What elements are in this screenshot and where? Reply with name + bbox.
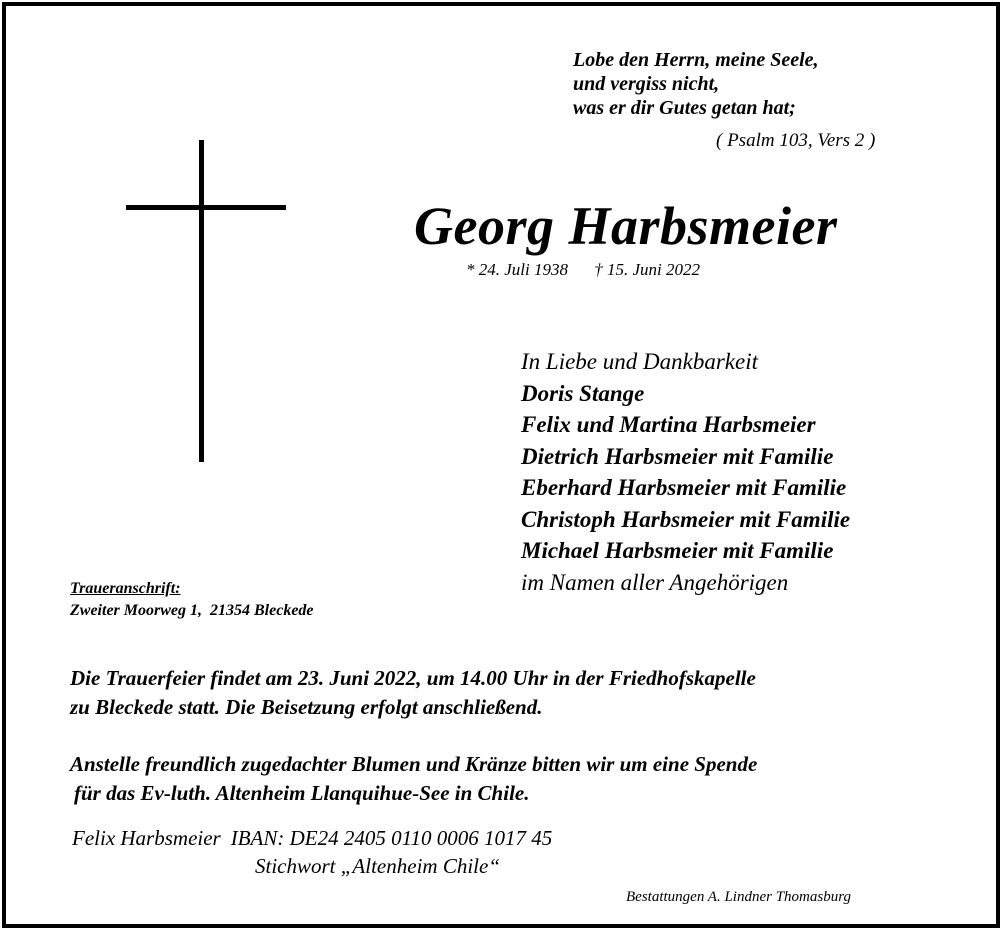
cross-icon bbox=[199, 140, 204, 462]
bank-details bbox=[72, 826, 552, 851]
iban: IBAN: DE24 2405 0110 0006 1017 45 bbox=[230, 826, 553, 850]
mourner-name: Eberhard Harbsmeier mit Familie bbox=[521, 475, 847, 500]
donation-line: für das Ev-luth. Altenheim Llanquihue-See in Chile. bbox=[74, 781, 530, 805]
account-holder: Felix Harbsmeier bbox=[72, 826, 221, 850]
mourner-name: Felix und Martina Harbsmeier bbox=[521, 412, 816, 437]
mourner-name: Christoph Harbsmeier mit Familie bbox=[521, 506, 851, 532]
mourners-intro: In Liebe und Dankbarkeit bbox=[521, 349, 758, 374]
ceremony-line: Die Trauerfeier findet am 23. Juni 2022, um 14.00 Uhr in der Friedhofskapelle bbox=[70, 666, 756, 690]
birth-date: * 24. Juli 1938 bbox=[466, 260, 568, 279]
mourner-name: Doris Stange bbox=[521, 380, 645, 406]
psalm-line: Lobe den Herrn, meine Seele, bbox=[573, 49, 819, 71]
cross-icon-bar bbox=[126, 205, 286, 210]
psalm-quote bbox=[573, 48, 819, 120]
deceased-name: Georg Harbsmeier bbox=[414, 196, 838, 256]
psalm-line: was er dir Gutes getan hat; bbox=[573, 97, 796, 119]
donation-line: Anstelle freundlich zugedachter Blumen und Kränze bitten wir um eine Spende bbox=[70, 752, 758, 776]
psalm-reference: ( Psalm 103, Vers 2 ) bbox=[716, 130, 876, 151]
mourners-block bbox=[521, 346, 850, 598]
mourner-name: Michael Harbsmeier mit Familie bbox=[521, 538, 834, 563]
donation-text bbox=[70, 750, 757, 808]
donation-keyword: Stichwort „Altenheim Chile“ bbox=[255, 854, 500, 878]
ceremony-line: zu Bleckede statt. Die Beisetzung erfolgt anschließend. bbox=[70, 695, 543, 719]
undertaker: Bestattungen A. Lindner Thomasburg bbox=[626, 889, 852, 905]
psalm-line: und vergiss nicht, bbox=[573, 73, 720, 95]
death-date: † 15. Juni 2022 bbox=[594, 260, 701, 279]
life-dates bbox=[466, 260, 700, 280]
address-label: Traueranschrift: bbox=[70, 580, 181, 597]
mourners-outro: im Namen aller Angehörigen bbox=[521, 569, 789, 595]
address-value: Zweiter Moorweg 1, 21354 Bleckede bbox=[70, 602, 314, 619]
mourner-name: Dietrich Harbsmeier mit Familie bbox=[521, 443, 834, 469]
ceremony-text bbox=[70, 664, 756, 722]
